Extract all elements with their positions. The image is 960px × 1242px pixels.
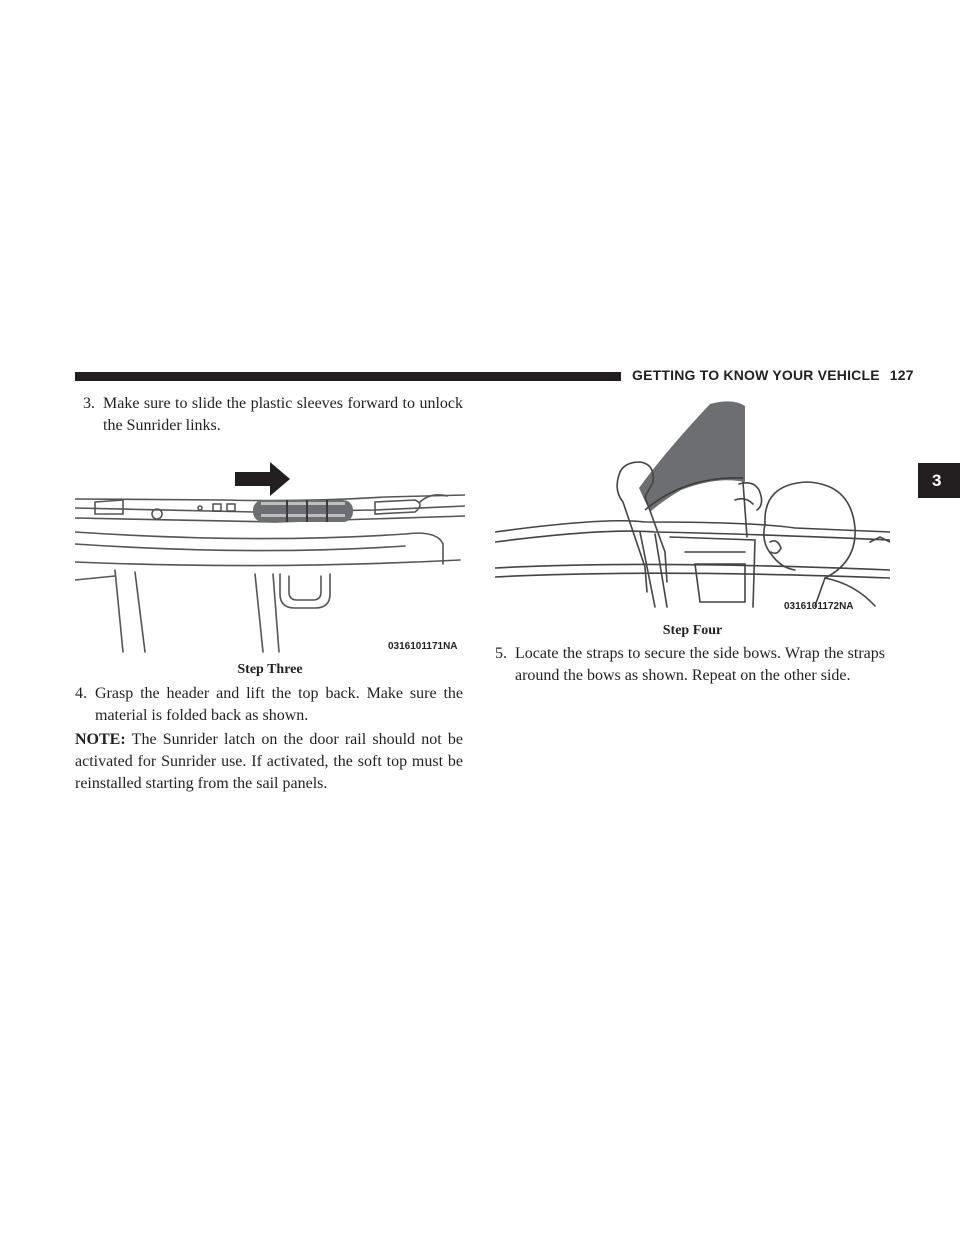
figure-code: 0316101172NA (784, 601, 854, 612)
step-number: 5. (495, 645, 507, 662)
figure-caption: Step Four (662, 623, 723, 638)
step-text: Make sure to slide the plastic sleeves forward to unlock the Sunrider links. (103, 395, 463, 434)
step-four-illustration (495, 392, 890, 620)
header-rule (75, 372, 621, 381)
figure-code: 0316101171NA (388, 641, 458, 652)
step-5 (495, 643, 885, 687)
chapter-tab: 3 (918, 463, 960, 498)
step-text: Locate the straps to secure the side bows. Wrap the straps around the bows as shown. Repeat on the other side. (515, 645, 885, 684)
note-text: The Sunrider latch on the door rail should not be activated for Sunrider use. If activated, the soft top must be reinstalled starting from the sail panels. (75, 731, 463, 792)
step-4 (75, 683, 463, 727)
note-label: NOTE: (75, 731, 126, 748)
step-3 (83, 393, 463, 437)
figure-caption: Step Three (237, 662, 303, 677)
figure-step-three (75, 452, 465, 662)
step-number: 3. (83, 395, 95, 412)
step-text: Grasp the header and lift the top back. Make sure the material is folded back as shown. (95, 685, 463, 724)
step-number: 4. (75, 685, 87, 702)
section-title: GETTING TO KNOW YOUR VEHICLE (632, 367, 880, 383)
page-number: 127 (889, 367, 914, 383)
step-three-illustration (75, 452, 465, 662)
note-paragraph (75, 729, 463, 795)
figure-step-four (495, 392, 890, 620)
running-header (632, 367, 914, 383)
